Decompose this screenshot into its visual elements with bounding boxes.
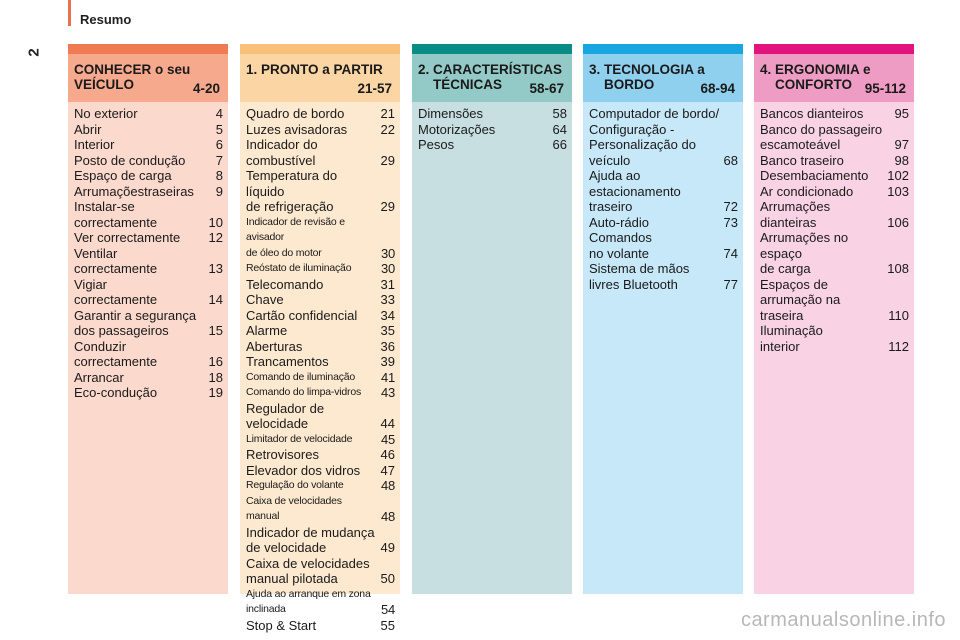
toc-entry[interactable] [74,137,223,153]
toc-entry-page: 33 [380,292,395,307]
toc-entry-label: Vigiar correctamente [74,276,158,307]
toc-entry-label: Stop & Start [246,617,317,633]
toc-entry[interactable] [246,354,395,370]
toc-entry[interactable] [589,230,738,261]
toc-entry[interactable] [246,323,395,339]
toc-entry-page: 47 [380,462,395,478]
toc-entry[interactable] [74,122,223,138]
toc-entry[interactable] [246,478,395,494]
toc-entry-label: Comando de iluminação [246,370,356,383]
toc-entry-page: 102 [887,168,909,183]
toc-entry-page: 36 [380,338,395,354]
toc-entry-page: 46 [380,447,395,462]
toc-entry-label: Desembaciamento [760,168,869,183]
toc-entry[interactable] [246,122,395,138]
toc-entry[interactable] [589,168,738,215]
toc-entry-label: Reóstato de iluminação [246,262,352,274]
toc-column-1 [68,44,228,594]
toc-entry-label: Espaço de carga [74,168,172,183]
toc-entry-page: 6 [215,137,223,152]
toc-entry-page: 54 [380,602,395,617]
toc-entry-page: 30 [380,261,395,276]
toc-entry-page: 43 [380,385,395,400]
chapter-header[interactable] [240,54,400,102]
toc-entry-label: Chave [246,292,284,307]
toc-entry-page: 35 [380,323,395,338]
toc-entry[interactable] [74,339,223,370]
toc-entry[interactable] [246,137,395,168]
chapter-header[interactable] [68,54,228,102]
toc-entry-list [583,102,743,292]
chapter-title: CONHECER o seu VEÍCULO [74,62,191,92]
toc-entry-label: Regulação do volante [246,479,344,491]
toc-entry-page: 49 [380,540,395,555]
toc-entry-page: 55 [380,617,395,633]
toc-entry[interactable] [760,106,909,122]
toc-entry-label: Sistema de mãos livres Bluetooth [589,261,690,292]
toc-entry-page: 64 [552,121,567,137]
toc-entry-page: 15 [208,323,223,338]
toc-entry-label: No exterior [74,106,138,121]
toc-entry-label: Ajuda ao arranque em zona inclinada [246,587,371,615]
toc-entry-page: 45 [380,431,395,447]
toc-entry-label: Ajuda ao estacionamento traseiro [589,168,681,214]
column-color-band [240,44,400,54]
toc-entry-page: 39 [380,354,395,369]
toc-entry-label: Caixa de velocidades manual pilotada [246,555,370,586]
chapter-title: 1. PRONTO a PARTIR [246,62,383,77]
column-color-band [583,44,743,54]
chapter-page-range: 21-57 [357,81,392,96]
toc-entry-label: Comandos no volante [589,230,652,261]
toc-entry-page: 41 [380,369,395,385]
toc-entry-page: 18 [208,369,223,385]
chapter-page-range: 58-67 [529,81,564,96]
toc-entry-page: 73 [723,214,738,230]
toc-entry[interactable] [246,370,395,386]
toc-entry[interactable] [418,106,567,122]
toc-entry[interactable] [760,277,909,324]
toc-entry-page: 29 [380,152,395,168]
toc-entry[interactable] [246,432,395,448]
toc-entry-label: Banco traseiro [760,152,844,168]
toc-entry-page: 112 [888,338,909,354]
chapter-page-range: 68-94 [700,81,735,96]
page-number: 2 [25,48,43,57]
toc-entry-page: 13 [208,261,223,276]
toc-entry[interactable] [246,277,395,293]
toc-entry-label: Telecomando [246,276,324,292]
toc-entry[interactable] [760,153,909,169]
toc-entry[interactable] [74,184,223,200]
toc-entry[interactable] [418,137,567,153]
toc-entry[interactable] [760,184,909,200]
toc-entry-page: 30 [380,245,395,261]
toc-entry[interactable] [760,168,909,184]
toc-entry[interactable] [760,230,909,277]
toc-entry-label: Alarme [246,323,288,338]
toc-entry-label: Comando do limpa-vidros [246,386,362,398]
chapter-page-range: 4-20 [192,81,220,96]
toc-entry-label: Quadro de bordo [246,106,345,121]
toc-entry[interactable] [74,308,223,339]
toc-entry-page: 110 [888,307,909,323]
toc-entry-page: 29 [380,199,395,214]
toc-entry[interactable] [74,199,223,230]
toc-entry[interactable] [246,106,395,122]
toc-entry-page: 68 [723,152,738,168]
toc-entry-page: 16 [208,354,223,369]
toc-entry-label: Interior [74,137,115,152]
toc-entry-page: 98 [894,152,909,168]
toc-entry-label: Conduzir correctamente [74,338,158,369]
toc-entry-page: 48 [380,509,395,524]
toc-entry-page: 9 [215,183,223,199]
column-color-band [754,44,914,54]
toc-entry-label: Arrumaçõestraseiras [74,183,194,199]
toc-entry-label: Regulador de velocidade [246,400,325,431]
toc-entry[interactable] [246,339,395,355]
chapter-header[interactable] [412,54,572,102]
chapter-header[interactable] [583,54,743,102]
toc-entry-page: 44 [380,416,395,431]
toc-entry[interactable] [246,292,395,308]
toc-entry[interactable] [74,168,223,184]
toc-entry-label: Ar condicionado [760,183,854,199]
toc-entry-label: Indicador de mudança de velocidade [246,524,375,555]
toc-entry-label: Arrumações dianteiras [760,199,831,230]
toc-entry-label: Motorizações [418,121,496,137]
toc-entry-page: 77 [723,276,738,292]
toc-entry-label: Bancos dianteiros [760,106,864,121]
section-title: Resumo [80,12,132,27]
toc-entry-label: Arrumações no espaço de carga [760,230,849,276]
toc-entry-label: Temperatura do líquido de refrigeração [246,168,338,214]
toc-entry-label: Eco-condução [74,385,158,400]
toc-entry[interactable] [246,494,395,525]
toc-entry-list [754,102,914,354]
toc-entry-label: Luzes avisadoras [246,121,348,137]
toc-entry[interactable] [74,153,223,169]
toc-entry-page: 21 [380,106,395,121]
toc-entry-page: 22 [380,121,395,137]
toc-entry-page: 97 [894,137,909,152]
toc-entry[interactable] [246,447,395,463]
toc-entry[interactable] [246,261,395,277]
toc-entry-page: 74 [723,245,738,261]
toc-entry-label: Cartão confidencial [246,307,358,323]
toc-entry-page: 95 [894,106,909,121]
watermark: carmanualsonline.info [740,609,946,631]
toc-entry-label: Ventilar correctamente [74,245,158,276]
toc-entry-list [412,102,572,153]
toc-entry[interactable] [246,556,395,587]
toc-entry-page: 66 [552,137,567,152]
toc-entry[interactable] [74,246,223,277]
toc-entry-page: 10 [208,214,223,230]
toc-entry-label: Limitador de velocidade [246,432,353,445]
toc-entry-label: Banco do passageiro escamoteável [760,121,883,152]
toc-entry-label: Dimensões [418,106,484,121]
toc-entry[interactable] [246,385,395,401]
toc-entry[interactable] [246,215,395,262]
toc-entry[interactable] [589,106,738,168]
toc-entry[interactable] [418,122,567,138]
toc-entry-page: 8 [215,168,223,183]
toc-entry-label: Instalar-se correctamente [74,199,158,230]
toc-entry-page: 106 [887,214,909,230]
toc-entry[interactable] [246,308,395,324]
toc-entry-list [240,102,400,633]
toc-entry-page: 58 [552,106,567,121]
toc-entry-label: Posto de condução [74,152,186,168]
toc-entry-label: Ver correctamente [74,230,181,245]
toc-entry[interactable] [246,618,395,634]
toc-entry-page: 50 [380,571,395,586]
toc-column-5 [754,44,914,594]
toc-entry-page: 31 [380,276,395,292]
toc-entry-label: Espaços de arrumação na traseira [760,276,841,323]
toc-entry[interactable] [760,199,909,230]
toc-entry[interactable] [246,168,395,215]
toc-entry-page: 4 [215,106,223,121]
toc-entry-label: Retrovisores [246,447,319,462]
toc-entry-label: Elevador dos vidros [246,462,361,478]
toc-entry[interactable] [246,401,395,432]
toc-entry-label: Iluminação interior [760,323,823,354]
toc-entry[interactable] [74,106,223,122]
column-color-band [412,44,572,54]
toc-entry[interactable] [74,277,223,308]
toc-entry-label: Arrancar [74,369,124,385]
chapter-page-range: 95-112 [864,81,906,96]
toc-entry[interactable] [589,261,738,292]
toc-entry-label: Auto-rádio [589,214,649,230]
toc-column-3 [412,44,572,594]
toc-entry-label: Trancamentos [246,354,329,369]
toc-entry[interactable] [760,122,909,153]
toc-entry[interactable] [589,215,738,231]
toc-entry[interactable] [74,370,223,386]
toc-entry-label: Pesos [418,137,455,152]
toc-entry-page: 108 [887,261,909,276]
toc-entry-page: 7 [215,152,223,168]
toc-entry-label: Computador de bordo/ Configuração - Personalização do veículo [589,106,720,168]
toc-entry-page: 48 [380,478,395,493]
toc-entry[interactable] [246,463,395,479]
toc-entry[interactable] [760,323,909,354]
chapter-title: 2. CARACTERÍSTICAS TÉCNICAS [418,62,563,92]
chapter-title: 4. ERGONOMIA e CONFORTO [760,62,871,92]
toc-entry[interactable] [74,230,223,246]
toc-entry-label: Indicador de revisão e avisador de óleo do motor [246,215,345,259]
toc-entry-list [68,102,228,401]
toc-entry-page: 34 [380,307,395,323]
toc-entry-page: 14 [208,292,223,307]
section-edge-bar [68,0,71,26]
toc-entry[interactable] [246,525,395,556]
toc-column-2 [240,44,400,633]
toc-entry-page: 5 [215,121,223,137]
toc-column-4 [583,44,743,594]
toc-entry-label: Aberturas [246,338,303,354]
toc-entry[interactable] [246,587,395,618]
column-color-band [68,44,228,54]
toc-entry[interactable] [74,385,223,401]
toc-entry-page: 12 [208,230,223,245]
toc-entry-page: 103 [887,183,909,199]
toc-entry-label: Garantir a segurança dos passageiros [74,307,197,338]
toc-entry-label: Abrir [74,121,102,137]
chapter-title: 3. TECNOLOGIA a BORDO [589,62,705,92]
toc-entry-label: Indicador do combustível [246,137,318,168]
toc-entry-page: 19 [208,385,223,400]
toc-entry-page: 72 [723,199,738,214]
toc-entry-label: Caixa de velocidades manual [246,494,342,522]
chapter-header[interactable] [754,54,914,102]
